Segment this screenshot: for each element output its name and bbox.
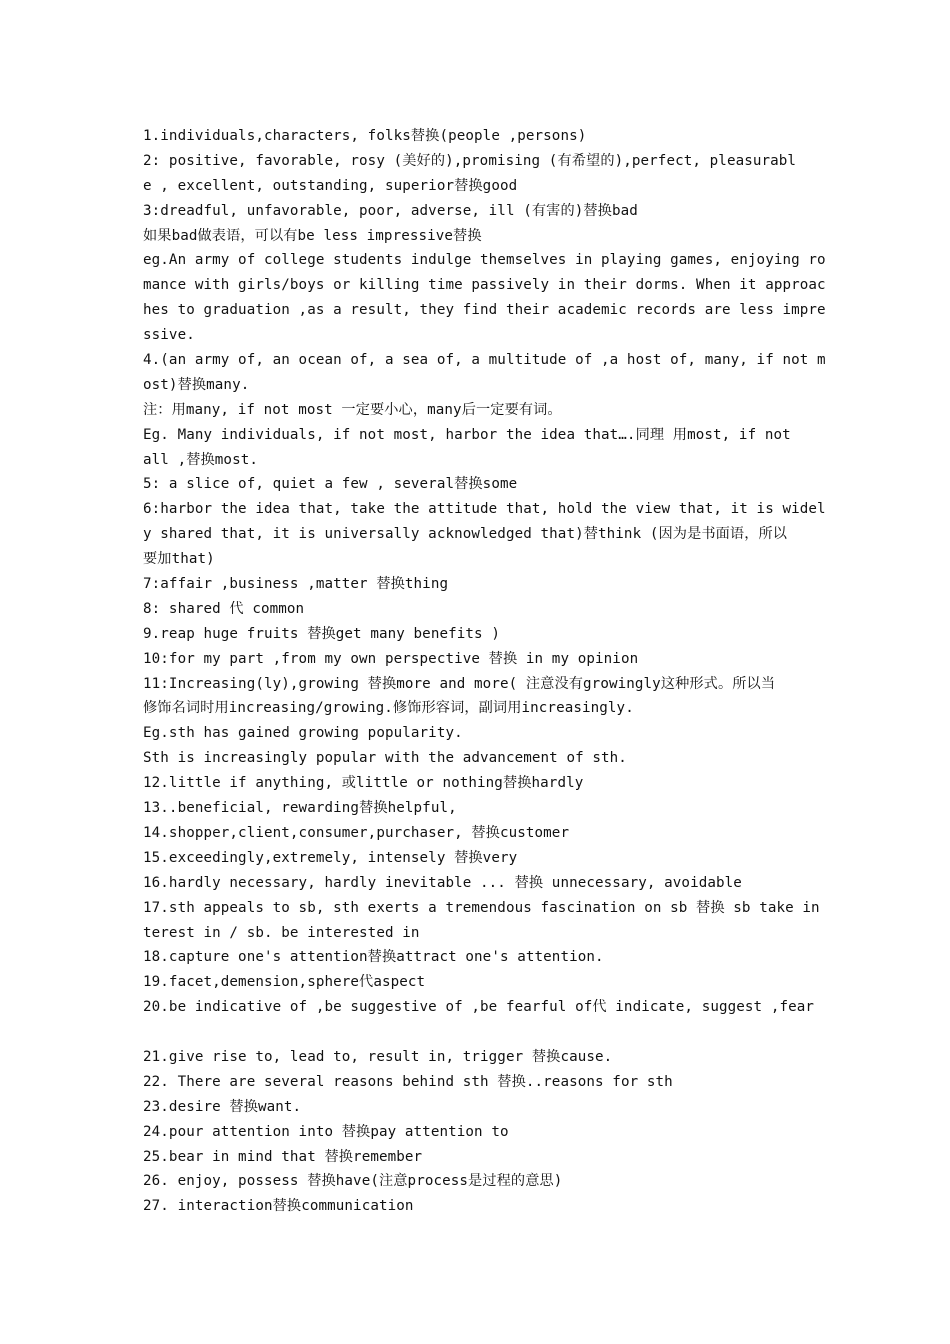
text-line: e , excellent, outstanding, superior替换good (143, 177, 518, 194)
text-line: ssive. (143, 327, 195, 344)
text-line: 22. There are several reasons behind sth 替换..reasons for sth (143, 1073, 673, 1090)
text-line: ost)替换many. (143, 376, 250, 393)
text-line: 11:Increasing(ly),growing 替换more and more( 注意没有growingly这种形式。所以当 (143, 675, 776, 692)
text-line: 如果bad做表语，可以有be less impressive替换 (143, 227, 482, 244)
text-line: Sth is increasingly popular with the advancement of sth. (143, 750, 627, 767)
text-line: eg.An army of college students indulge themselves in playing games, enjoying ro (143, 252, 826, 269)
text-line: 15.exceedingly,extremely, intensely 替换very (143, 849, 518, 866)
text-line: mance with girls/boys or killing time passively in their dorms. When it approac (143, 277, 826, 294)
text-line: 1.individuals,characters, folks替换(people ,persons) (143, 128, 587, 144)
document-body (143, 124, 826, 1219)
text-line: 8: shared 代 common (143, 600, 305, 617)
text-line: 17.sth appeals to sb, sth exerts a tremendous fascination on sb 替换 sb take in (143, 899, 820, 916)
text-line (143, 1020, 813, 1045)
text-line: 3:dreadful, unfavorable, poor, adverse, ill (有害的)替换bad (143, 202, 638, 219)
text-line: hes to graduation ,as a result, they find their academic records are less impre (143, 302, 826, 319)
text-line: 12.little if anything, 或little or nothing替换hardly (143, 775, 584, 792)
text-line: 18.capture one's attention替换attract one's attention. (143, 949, 604, 966)
text-line: 23.desire 替换want. (143, 1098, 302, 1115)
text-line: 2: positive, favorable, rosy (美好的),promising (有希望的),perfect, pleasurabl (143, 152, 797, 169)
text-line: all ,替换most. (143, 451, 258, 468)
text-line: 9.reap huge fruits 替换get many benefits ) (143, 625, 500, 642)
text-line: 19.facet,demension,sphere代aspect (143, 974, 426, 991)
text-line: 4.(an army of, an ocean of, a sea of, a multitude of ,a host of, many, if not m (143, 352, 826, 369)
text-line: 20.be indicative of ,be suggestive of ,be fearful of代 indicate, suggest ,fear (143, 999, 815, 1016)
text-line: 要加that) (143, 551, 215, 568)
text-line: 5: a slice of, quiet a few , several替换some (143, 476, 518, 493)
text-line: Eg.sth has gained growing popularity. (143, 725, 463, 742)
text-line: 10:for my part ,from my own perspective 替换 in my opinion (143, 650, 639, 667)
text-line: 注：用many, if not most 一定要小心，many后一定要有词。 (143, 401, 562, 418)
text-line: 修饰名词时用increasing/growing.修饰形容词，副词用increasingly. (143, 700, 634, 717)
text-line: 26. enjoy, possess 替换have(注意process是过程的意思) (143, 1173, 563, 1190)
text-line: 13..beneficial, rewarding替换helpful, (143, 800, 457, 817)
text-line: 21.give rise to, lead to, result in, trigger 替换cause. (143, 1048, 613, 1065)
text-line: 24.pour attention into 替换pay attention to (143, 1123, 509, 1140)
text-line: 14.shopper,client,consumer,purchaser, 替换customer (143, 824, 570, 841)
text-line: 27. interaction替换communication (143, 1198, 414, 1215)
text-line: 25.bear in mind that 替换remember (143, 1148, 423, 1165)
text-line: Eg. Many individuals, if not most, harbor the idea that….同理 用most, if not (143, 426, 791, 443)
text-line: terest in / sb. be interested in (143, 924, 420, 941)
text-line: 16.hardly necessary, hardly inevitable ... 替换 unnecessary, avoidable (143, 874, 742, 891)
text-line: 7:affair ,business ,matter 替换thing (143, 576, 449, 593)
text-line: 6:harbor the idea that, take the attitude that, hold the view that, it is widel (143, 501, 826, 518)
text-line: y shared that, it is universally acknowledged that)替think (因为是书面语，所以 (143, 526, 788, 543)
